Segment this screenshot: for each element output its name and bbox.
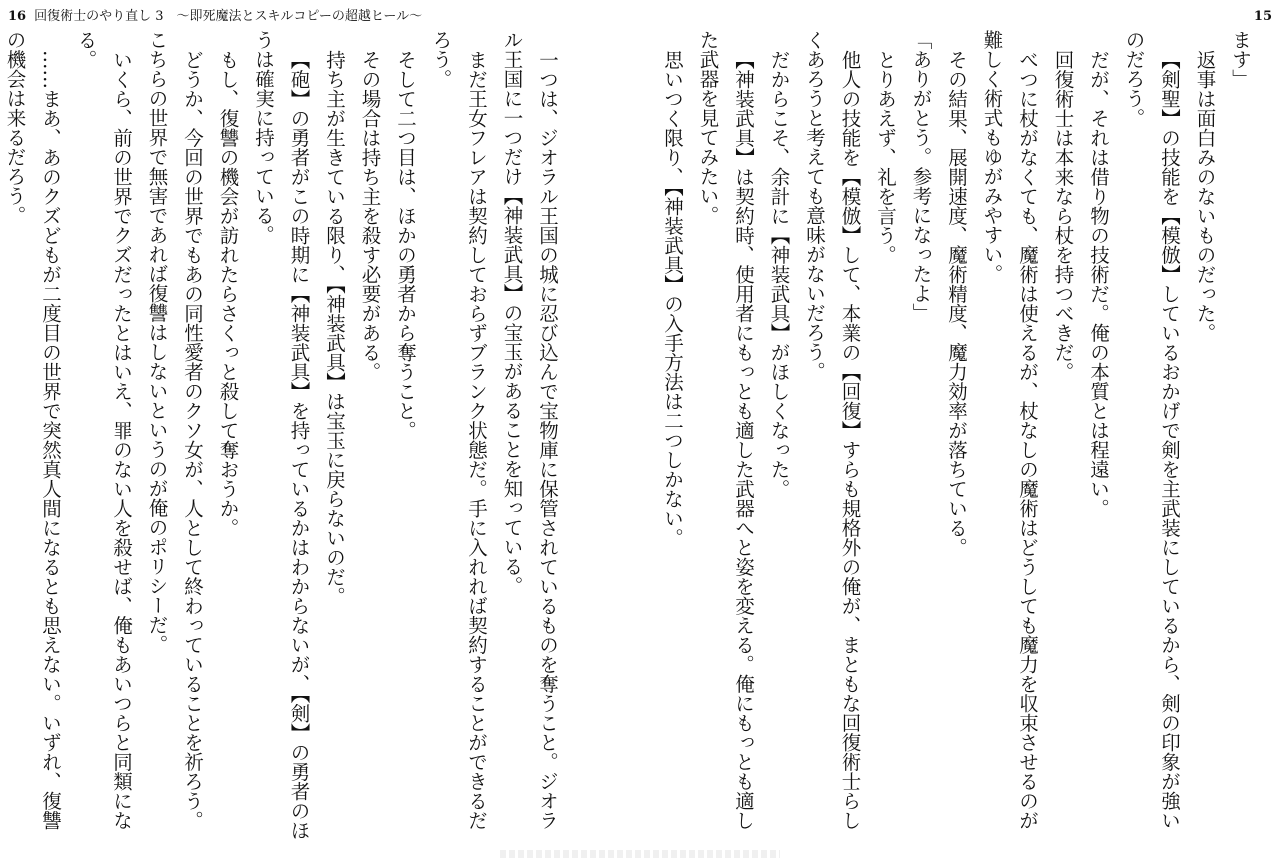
paragraph: だからこそ、余計に【神装武具】がほしくなった。: [767, 49, 791, 498]
paragraph: 【剣聖】の技能を【模倣】しているおかげで剣を主武装にしているから、剣の印象が強いのだろう。: [1122, 30, 1181, 830]
paragraph: 一つは、ジオラル王国の城に忍び込んで宝物庫に保管されているものを奪うこと。ジオラル王国に一つだけ【神装武具】の宝玉があることを知っている。: [500, 30, 559, 830]
left-page-number: 16: [8, 9, 27, 24]
footer-artifact: [500, 850, 780, 858]
paragraph: 持ち主が生きている限り、【神装武具】は宝玉に戻らないのだ。: [323, 49, 346, 606]
running-title: 回復術士のやり直し 3 〜即死魔法とスキルコピーの超越ヒール〜: [34, 9, 423, 24]
right-header: [1254, 6, 1272, 28]
left-page-text: [3, 30, 565, 845]
paragraph: ……まあ、あのクズどもが二度目の世界で突然真人間になるとも思えない。いずれ、復讐の機会は来るだろう。: [3, 30, 62, 830]
paragraph: 【砲】の勇者がこの時期に【神装武具】を持っているかはわからないが、【剣】の勇者のほうは確実に持っている。: [252, 30, 311, 840]
paragraph: そして二つ目は、ほかの勇者から奪うこと。: [394, 49, 417, 440]
left-header: [8, 6, 422, 28]
paragraph: どうか、今回の世界でもあの同性愛者のクソ女が、人として終わっていることを祈ろう。こちらの世界で無害であれば復讐はしないというのが俺のポリシーだ。: [145, 30, 204, 830]
paragraph: 回復術士は本来なら杖を持つべきだ。: [1051, 49, 1075, 381]
dialogue: 「ありがとう。参考になったよ」: [909, 30, 933, 323]
paragraph: 思いつく限り、【神装武具】の入手方法は二つしかない。: [661, 49, 684, 547]
right-page-number: 15: [1253, 9, 1272, 24]
paragraph: ます」: [1229, 30, 1252, 89]
paragraph: 他人の技能を【模倣】して、本業の【回復】すらも規格外の俺が、まともな回復術士らしくあろうと考えても意味がないだろう。: [803, 30, 862, 830]
paragraph: まだ王女フレアは契約しておらずブランク状態だ。手に入れれば契約することができるだろう。: [429, 30, 488, 830]
paragraph: だが、それは借り物の技術だ。俺の本質とは程遠い。: [1087, 49, 1110, 518]
paragraph: 【神装武具】は契約時、使用者にもっとも適した武器へと姿を変える。俺にもっとも適した武器を見てみたい。: [696, 30, 755, 830]
right-page-text: [661, 30, 1258, 845]
paragraph: もし、復讐の機会が訪れたらさくっと殺して奪おうか。: [216, 49, 240, 537]
page-header: [8, 6, 1272, 28]
paragraph: べつに杖がなくても、魔術は使えるが、杖なしの魔術はどうしても魔力を収束させるのが難しく術式もゆがみやすい。: [980, 30, 1039, 830]
paragraph: 返事は面白みのないものだった。: [1193, 49, 1217, 342]
paragraph: とりあえず、礼を言う。: [874, 49, 897, 264]
paragraph: いくら、前の世界でクズだったとはいえ、罪のない人を殺せば、俺もあいつらと同類になる。: [74, 30, 133, 830]
paragraph: その結果、展開速度、魔術精度、魔力効率が落ちている。: [945, 49, 968, 557]
paragraph: その場合は持ち主を殺す必要がある。: [358, 49, 382, 381]
